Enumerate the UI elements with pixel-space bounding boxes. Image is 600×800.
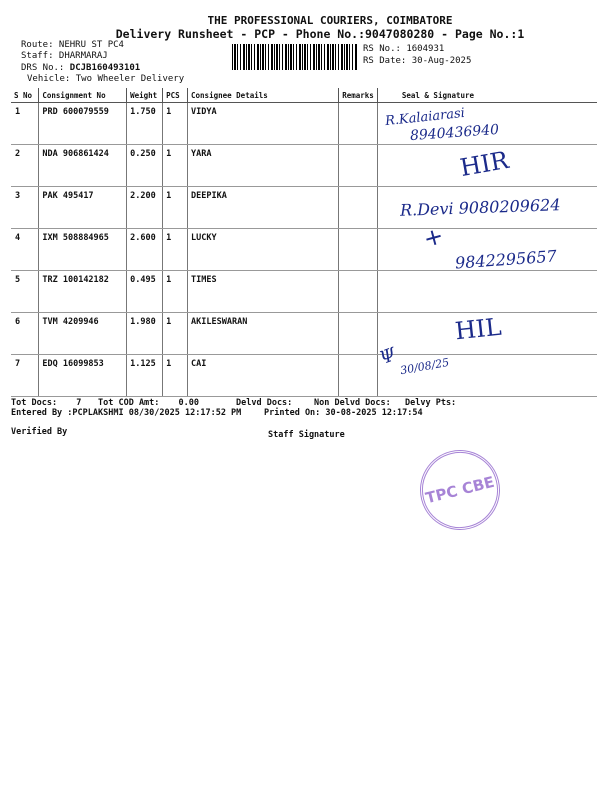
row-pcs: 1 bbox=[163, 355, 188, 397]
cod-value: 0.00 bbox=[178, 398, 200, 408]
row-pcs: 1 bbox=[163, 103, 188, 145]
col-pcs: PCS bbox=[163, 88, 188, 103]
staff-signature: Staff Signature bbox=[268, 430, 345, 440]
row-consignment: PAK 495417 bbox=[39, 187, 127, 229]
col-sno: S No bbox=[11, 88, 39, 103]
handwritten-name-1: R.Kalaiarasi bbox=[384, 105, 466, 130]
handwritten-date-7: 30/08/25 bbox=[399, 355, 451, 378]
row-pcs: 1 bbox=[163, 187, 188, 229]
row-sno: 3 bbox=[11, 187, 39, 229]
row-sno: 5 bbox=[11, 271, 39, 313]
staff-text: Staff: DHARMARAJ bbox=[21, 51, 108, 61]
row-consignment: TRZ 100142182 bbox=[39, 271, 127, 313]
row-weight: 1.125 bbox=[127, 355, 163, 397]
table-row bbox=[11, 313, 597, 355]
row-consignee: YARA bbox=[188, 145, 339, 187]
row-consignment: NDA 906861424 bbox=[39, 145, 127, 187]
drs-label: DRS No.: bbox=[21, 63, 65, 73]
handwritten-initials-6: HIL bbox=[453, 312, 503, 346]
runsheet-table bbox=[11, 88, 597, 397]
delvy-pts: Delvy Pts: bbox=[405, 398, 457, 408]
drs-number bbox=[21, 63, 140, 73]
handwritten-phone-1: 8940436940 bbox=[409, 121, 500, 145]
row-pcs: 1 bbox=[163, 229, 188, 271]
col-remarks: Remarks bbox=[339, 88, 378, 103]
row-remarks bbox=[339, 187, 378, 229]
row-sno: 2 bbox=[11, 145, 39, 187]
rs-date: RS Date: 30-Aug-2025 bbox=[363, 56, 472, 66]
row-consignee: CAI bbox=[188, 355, 339, 397]
handwritten-scribble-4: ✕ bbox=[420, 223, 447, 253]
row-pcs: 1 bbox=[163, 271, 188, 313]
handwritten-signature-7: Ψ bbox=[376, 343, 399, 370]
row-pcs: 1 bbox=[163, 313, 188, 355]
drs-value: DCJB160493101 bbox=[69, 63, 141, 73]
row-consignment: PRD 600079559 bbox=[39, 103, 127, 145]
verified-by: Verified By bbox=[11, 427, 68, 437]
row-remarks bbox=[339, 229, 378, 271]
col-consignee: Consignee Details bbox=[188, 88, 339, 103]
non-delvd-docs: Non Delvd Docs: bbox=[314, 398, 391, 408]
row-sno: 1 bbox=[11, 103, 39, 145]
row-consignee: VIDYA bbox=[188, 103, 339, 145]
table-row bbox=[11, 103, 597, 145]
table-row bbox=[11, 355, 597, 397]
row-signature bbox=[377, 271, 597, 313]
row-consignment: EDQ 16099853 bbox=[39, 355, 127, 397]
col-consignment: Consignment No bbox=[39, 88, 127, 103]
handwritten-initials-2: HIR bbox=[457, 146, 511, 182]
row-sno: 7 bbox=[11, 355, 39, 397]
company-title: THE PROFESSIONAL COURIERS, COIMBATORE bbox=[207, 14, 453, 27]
row-weight: 1.750 bbox=[127, 103, 163, 145]
entered-by: Entered By :PCPLAKSHMI 08/30/2025 12:17:52 PM bbox=[11, 408, 242, 418]
handwritten-name-3: R.Devi 9080209624 bbox=[399, 195, 561, 220]
row-consignment: TVM 4209946 bbox=[39, 313, 127, 355]
row-weight: 1.980 bbox=[127, 313, 163, 355]
runsheet-subtitle: Delivery Runsheet - PCP - Phone No.:9047080280 - Page No.:1 bbox=[115, 27, 525, 41]
row-weight: 2.200 bbox=[127, 187, 163, 229]
row-remarks bbox=[339, 103, 378, 145]
printed-on: Printed On: 30-08-2025 12:17:54 bbox=[264, 408, 423, 418]
tot-docs-value: 7 bbox=[76, 398, 82, 408]
route-text: Route: NEHRU ST PC4 bbox=[21, 40, 124, 50]
row-consignment: IXM 508884965 bbox=[39, 229, 127, 271]
table-header bbox=[11, 88, 597, 103]
col-weight: Weight bbox=[127, 88, 163, 103]
row-sno: 4 bbox=[11, 229, 39, 271]
delvd-docs: Delvd Docs: bbox=[236, 398, 293, 408]
row-weight: 0.250 bbox=[127, 145, 163, 187]
row-remarks bbox=[339, 355, 378, 397]
row-consignee: LUCKY bbox=[188, 229, 339, 271]
row-remarks bbox=[339, 271, 378, 313]
table-row bbox=[11, 271, 597, 313]
barcode-image bbox=[232, 44, 358, 70]
cod-label: Tot COD Amt: bbox=[98, 398, 160, 408]
cod-amount bbox=[98, 398, 199, 408]
row-weight: 0.495 bbox=[127, 271, 163, 313]
row-weight: 2.600 bbox=[127, 229, 163, 271]
rs-number: RS No.: 1604931 bbox=[363, 44, 445, 54]
vehicle-text: Vehicle: Two Wheeler Delivery bbox=[27, 74, 185, 84]
row-remarks bbox=[339, 313, 378, 355]
company-stamp: TPC CBE bbox=[412, 442, 509, 539]
row-sno: 6 bbox=[11, 313, 39, 355]
total-docs bbox=[11, 398, 81, 408]
col-signature: Seal & Signature bbox=[377, 88, 597, 103]
tot-docs-label: Tot Docs: bbox=[11, 398, 58, 408]
row-pcs: 1 bbox=[163, 145, 188, 187]
handwritten-phone-4: 9842295657 bbox=[454, 246, 558, 273]
row-consignee: DEEPIKA bbox=[188, 187, 339, 229]
row-consignee: TIMES bbox=[188, 271, 339, 313]
row-consignee: AKILESWARAN bbox=[188, 313, 339, 355]
row-remarks bbox=[339, 145, 378, 187]
